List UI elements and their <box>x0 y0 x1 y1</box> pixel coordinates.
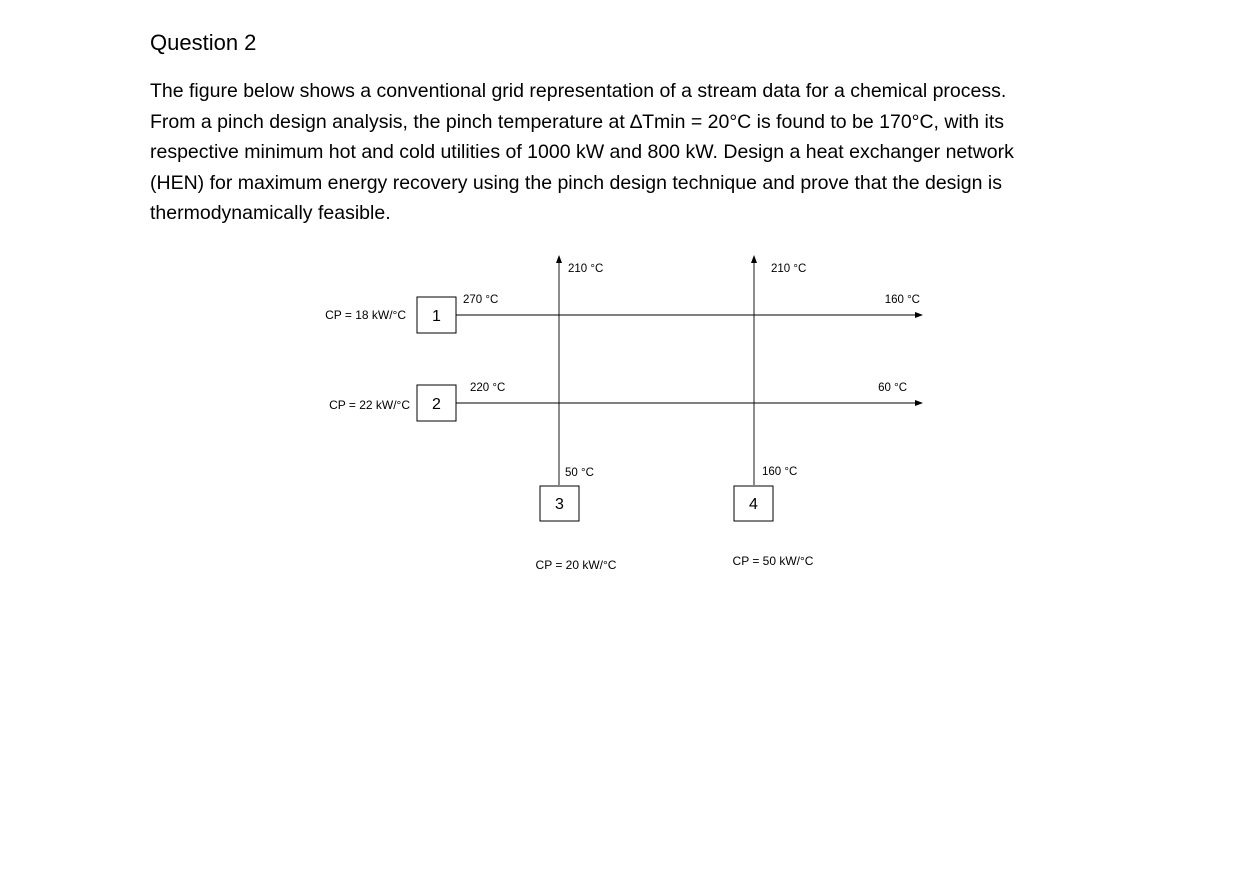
question-title: Question 2 <box>150 30 257 55</box>
cold-stream-3 <box>536 256 617 572</box>
hot-stream-1-supply-temp: 270 °C <box>463 294 499 306</box>
question-text-line: thermodynamically feasible. <box>150 202 391 224</box>
cold-stream-3-id: 3 <box>555 496 564 513</box>
hot-stream-2-supply-temp: 220 °C <box>470 382 506 394</box>
question-text-line: The figure below shows a conventional grid representation of a stream data for a chemical process. <box>150 80 1007 102</box>
hot-stream-1 <box>325 294 922 333</box>
cold-stream-4-supply-temp: 160 °C <box>762 466 798 478</box>
cold-stream-4-cp: CP = 50 kW/°C <box>732 554 814 568</box>
hot-stream-1-id: 1 <box>432 308 441 325</box>
cold-stream-4-id: 4 <box>749 496 758 513</box>
question-text-line: respective minimum hot and cold utilities of 1000 kW and 800 kW. Design a heat exchanger network <box>150 141 1014 163</box>
hot-stream-2 <box>329 382 922 421</box>
cold-stream-3-cp: CP = 20 kW/°C <box>535 558 617 572</box>
cold-stream-4 <box>733 256 814 568</box>
hot-stream-1-cp: CP = 18 kW/°C <box>325 308 406 322</box>
cold-stream-4-target-temp: 210 °C <box>771 263 807 275</box>
cold-stream-3-supply-temp: 50 °C <box>565 467 594 479</box>
hot-stream-2-id: 2 <box>432 396 441 413</box>
hot-stream-2-cp: CP = 22 kW/°C <box>329 398 410 412</box>
hot-stream-1-target-temp: 160 °C <box>884 294 920 306</box>
cold-stream-3-target-temp: 210 °C <box>568 263 604 275</box>
question-text-line: From a pinch design analysis, the pinch temperature at ∆Tmin = 20°C is found to be 170°C, with its <box>150 110 1004 133</box>
question-text-line: (HEN) for maximum energy recovery using the pinch design technique and prove that the design is <box>150 171 1002 194</box>
hot-stream-2-target-temp: 60 °C <box>878 382 907 394</box>
